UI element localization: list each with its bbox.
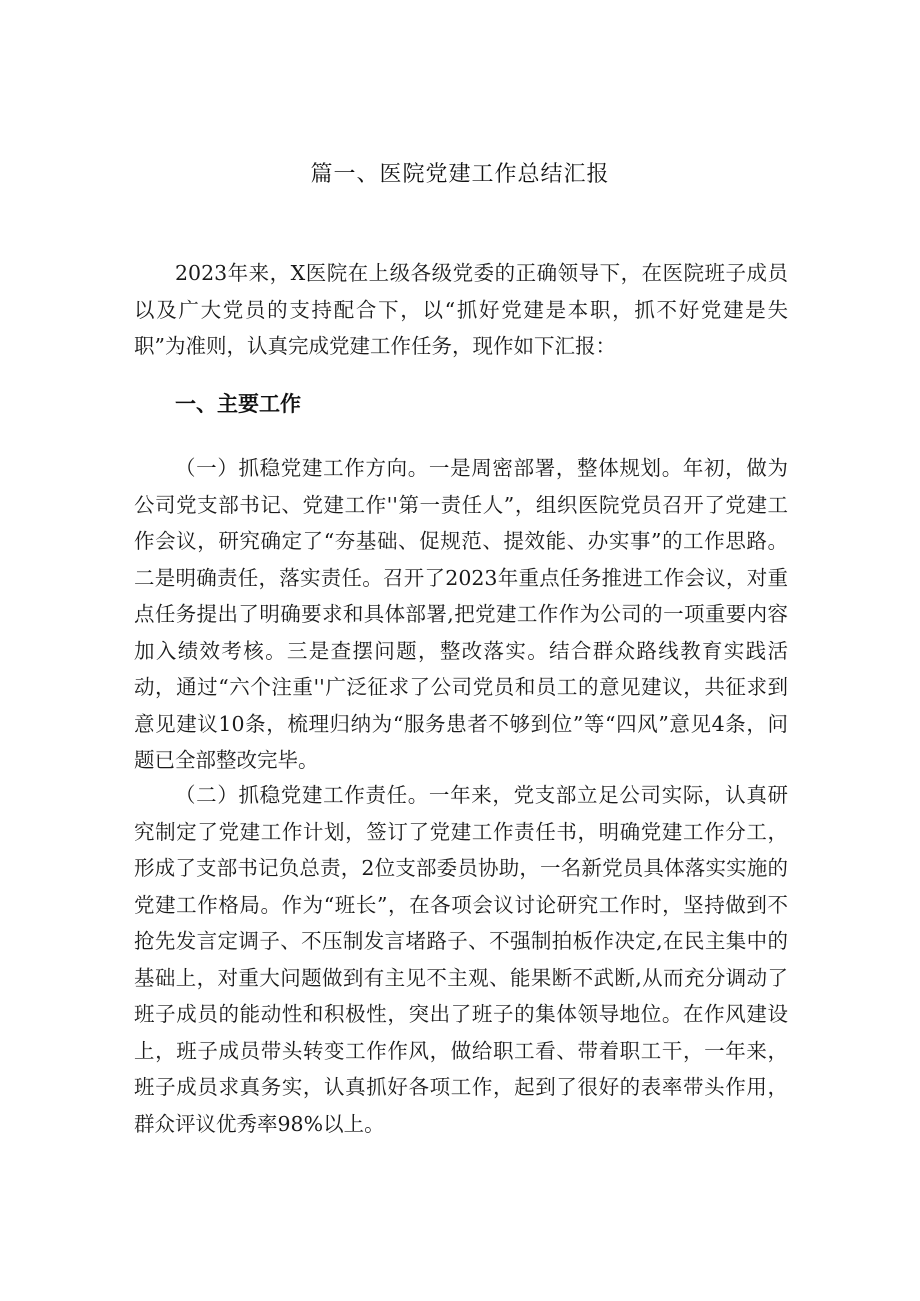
paragraph-responsibility: （二）抓稳党建工作责任。一年来，党支部立足公司实际，认真研究制定了党建工作计划，签订了党建工作责任书，明确党建工作分工，形成了支部书记负总责，2位支部委员协助，一名新党员具体落实实施的党建工作格局。作为“班长”，在各项会议讨论研究工作时，坚持做到不抢先发言定调子、不压制发言堵路子、不强制拍板作决定,在民主集中的基础上，对重大问题做到有主见不主观、能果断不武断,从而充分调动了班子成员的能动性和积极性，突出了班子的集体领导地位。在作风建设上，班子成员带头转变工作作风，做给职工看、带着职工干，一年来，班子成员求真务实，认真抓好各项工作，起到了很好的表率带头作用，群众评议优秀率98%以上。: [134, 783, 788, 1136]
document-title: 篇一、医院党建工作总结汇报: [310, 162, 610, 187]
paragraph-direction: （一）抓稳党建工作方向。一是周密部署，整体规划。年初，做为公司党支部书记、党建工作''第一责任人”，组织医院党员召开了党建工作会议，研究确定了“夯基础、促规范、提效能、办实事”的工作思路。二是明确责任，落实责任。召开了2023年重点任务推进工作会议，对重点任务提出了明确要求和具体部署,把党建工作作为公司的一项重要内容加入绩效考核。三是查摆问题，整改落实。结合群众路线教育实践活动，通过“六个注重''广泛征求了公司党员和员工的意见建议，共征求到意见建议10条，梳理归纳为“服务患者不够到位”等“四风”意见4条，问题已全部整改完毕。: [134, 456, 788, 772]
section-heading-main-work: 一、主要工作: [175, 392, 301, 416]
intro-paragraph: 2023年来，X医院在上级各级党委的正确领导下，在医院班子成员以及广大党员的支持配合下，以“抓好党建是本职，抓不好党建是失职”为准则，认真完成党建工作任务，现作如下汇报：: [134, 261, 788, 358]
